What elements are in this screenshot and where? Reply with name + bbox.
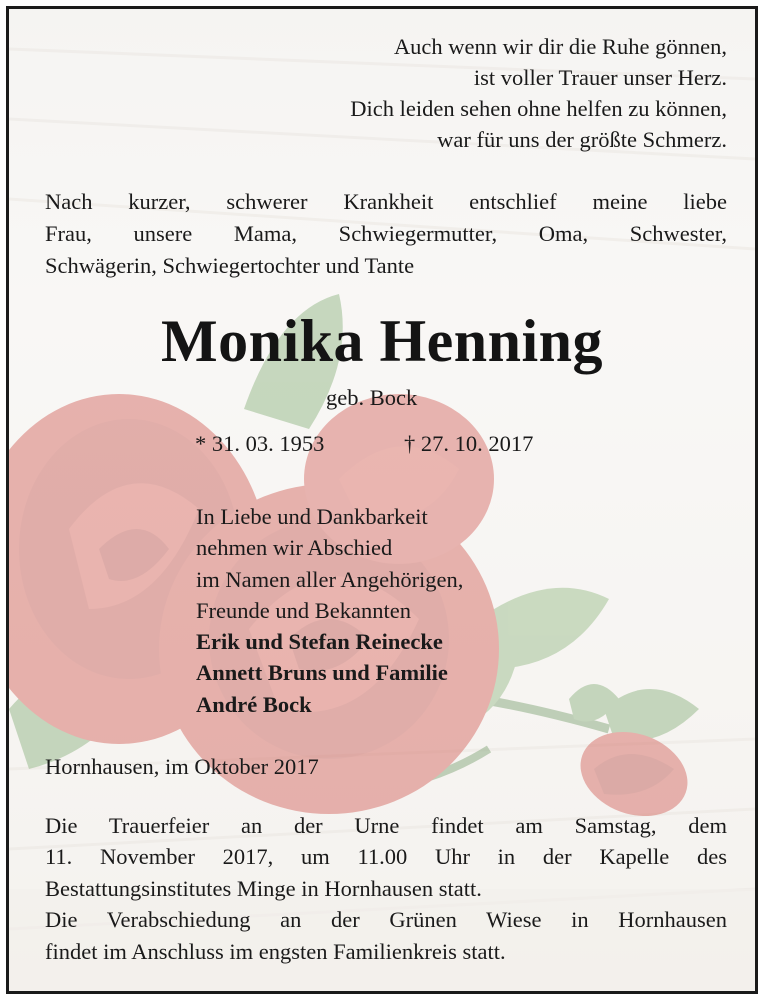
farewell-line: Freunde und Bekannten xyxy=(196,597,411,623)
poem-line: Dich leiden sehen ohne helfen zu können, xyxy=(350,96,727,121)
service-paragraph xyxy=(45,810,727,967)
service-line: findet im Anschluss im engsten Familienkreis statt. xyxy=(45,938,506,964)
place-date: Hornhausen, im Oktober 2017 xyxy=(45,754,319,779)
mourner-name: André Bock xyxy=(196,691,312,717)
obituary-notice xyxy=(6,6,758,994)
service-line: Bestattungsinstitutes Minge in Hornhausen statt. xyxy=(45,875,482,901)
deceased-name: Monika Henning xyxy=(160,308,604,374)
maiden-name: geb. Bock xyxy=(326,385,418,410)
farewell-line: nehmen wir Abschied xyxy=(196,535,393,561)
farewell-line: im Namen aller Angehörigen, xyxy=(196,566,464,592)
death-date: † 27. 10. 2017 xyxy=(404,431,534,456)
farewell-block xyxy=(196,501,463,720)
poem-line: Auch wenn wir dir die Ruhe gönnen, xyxy=(393,34,727,59)
mourner-name: Erik und Stefan Reinecke xyxy=(196,629,443,655)
service-line: 11. November 2017, um 11.00 Uhr in der Kapelle des xyxy=(45,844,727,870)
service-line: Die Trauerfeier an der Urne findet am Samstag, dem xyxy=(45,813,727,838)
birth-date: * 31. 03. 1953 xyxy=(195,431,325,456)
poem-line: war für uns der größte Schmerz. xyxy=(437,127,727,152)
poem-line: ist voller Trauer unser Herz. xyxy=(473,65,727,90)
farewell-line: In Liebe und Dankbarkeit xyxy=(196,504,428,529)
mourner-name: Annett Bruns und Familie xyxy=(196,660,448,686)
intro-line: Frau, unsere Mama, Schwiegermutter, Oma, Schwester, xyxy=(45,221,727,246)
intro-line: Schwägerin, Schwiegertochter und Tante xyxy=(45,253,415,278)
poem xyxy=(350,31,727,155)
intro-line: Nach kurzer, schwerer Krankheit entschlief meine liebe xyxy=(45,189,727,214)
intro-paragraph xyxy=(45,186,727,282)
service-line: Die Verabschiedung an der Grünen Wiese in Hornhausen xyxy=(45,907,727,933)
